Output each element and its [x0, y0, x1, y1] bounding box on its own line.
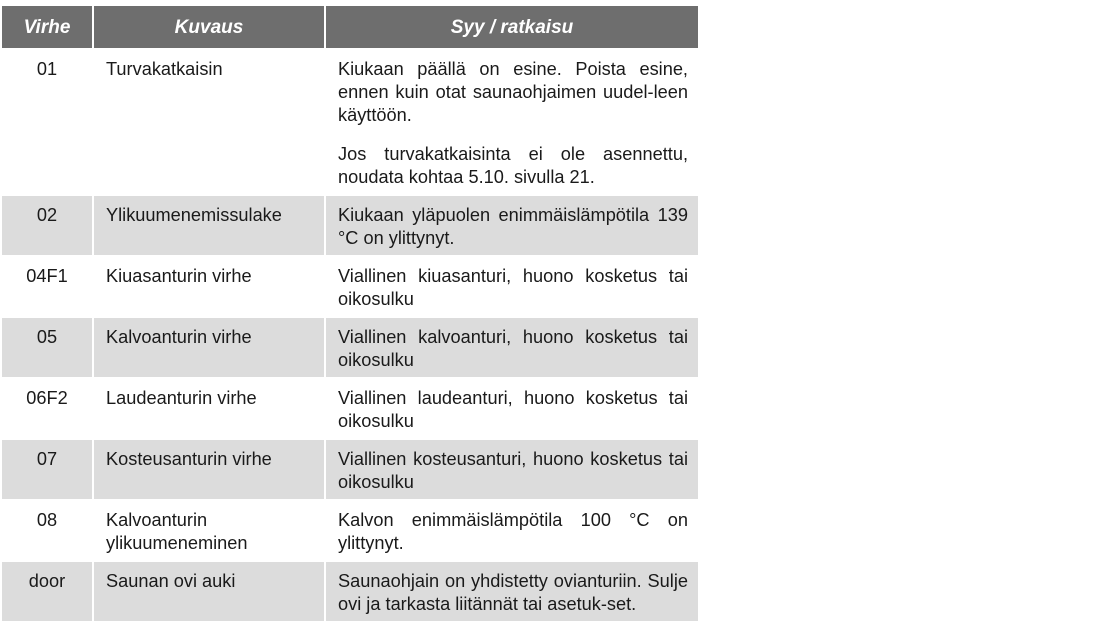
- solution-text: Viallinen kosteusanturi, huono kosketus tai oikosulku: [338, 449, 688, 492]
- solution-cell: [326, 316, 698, 377]
- solution-text: Kiukaan päällä on esine. Poista esine, ennen kuin otat saunaohjaimen uudel-leen käyttöön.: [338, 59, 688, 125]
- error-code-cell: 06F2: [2, 377, 94, 438]
- table-row: [2, 316, 698, 377]
- header-row: [2, 6, 698, 48]
- error-code-cell: 08: [2, 499, 94, 560]
- error-code-cell: 07: [2, 438, 94, 499]
- solution-text: Jos turvakatkaisinta ei ole asennettu, noudata kohtaa 5.10. sivulla 21.: [338, 144, 688, 187]
- solution-cell: [326, 438, 698, 499]
- solution-text: Kiukaan yläpuolen enimmäislämpötila 139 °C on ylittynyt.: [338, 205, 688, 248]
- solution-text: Kalvon enimmäislämpötila 100 °C on ylittynyt.: [338, 510, 688, 553]
- table-row: [2, 560, 698, 621]
- solution-cell: [326, 560, 698, 621]
- solution-cell: [326, 377, 698, 438]
- error-code-cell: 01: [2, 48, 94, 194]
- description-cell: Saunan ovi auki: [94, 560, 326, 621]
- table-row: [2, 255, 698, 316]
- error-code-cell: door: [2, 560, 94, 621]
- table-row: [2, 377, 698, 438]
- solution-cell: [326, 499, 698, 560]
- table-row: [2, 48, 698, 194]
- solution-cell: [326, 48, 698, 194]
- table-row: [2, 194, 698, 255]
- error-code-table: [2, 6, 698, 621]
- table-row: [2, 499, 698, 560]
- description-cell: Laudeanturin virhe: [94, 377, 326, 438]
- solution-text: Viallinen kalvoanturi, huono kosketus tai oikosulku: [338, 327, 688, 370]
- description-cell: Kalvoanturin ylikuumeneminen: [94, 499, 326, 560]
- header-cell-syy-ratkaisu: Syy / ratkaisu: [326, 6, 698, 48]
- solution-text: Viallinen laudeanturi, huono kosketus tai oikosulku: [338, 388, 688, 431]
- error-code-cell: 04F1: [2, 255, 94, 316]
- table-body: [2, 48, 698, 621]
- description-cell: Kosteusanturin virhe: [94, 438, 326, 499]
- description-cell: Ylikuumenemissulake: [94, 194, 326, 255]
- solution-cell: [326, 255, 698, 316]
- solution-cell: [326, 194, 698, 255]
- header-cell-kuvaus: Kuvaus: [94, 6, 326, 48]
- table-header: [2, 6, 698, 48]
- solution-text: Viallinen kiuasanturi, huono kosketus tai oikosulku: [338, 266, 688, 309]
- error-code-cell: 02: [2, 194, 94, 255]
- solution-text: Saunaohjain on yhdistetty ovianturiin. Sulje ovi ja tarkasta liitännät tai asetuk-set.: [338, 571, 688, 614]
- description-cell: Kiuasanturin virhe: [94, 255, 326, 316]
- error-code-cell: 05: [2, 316, 94, 377]
- table-row: [2, 438, 698, 499]
- description-cell: Kalvoanturin virhe: [94, 316, 326, 377]
- header-cell-virhe: Virhe: [2, 6, 94, 48]
- description-cell: Turvakatkaisin: [94, 48, 326, 194]
